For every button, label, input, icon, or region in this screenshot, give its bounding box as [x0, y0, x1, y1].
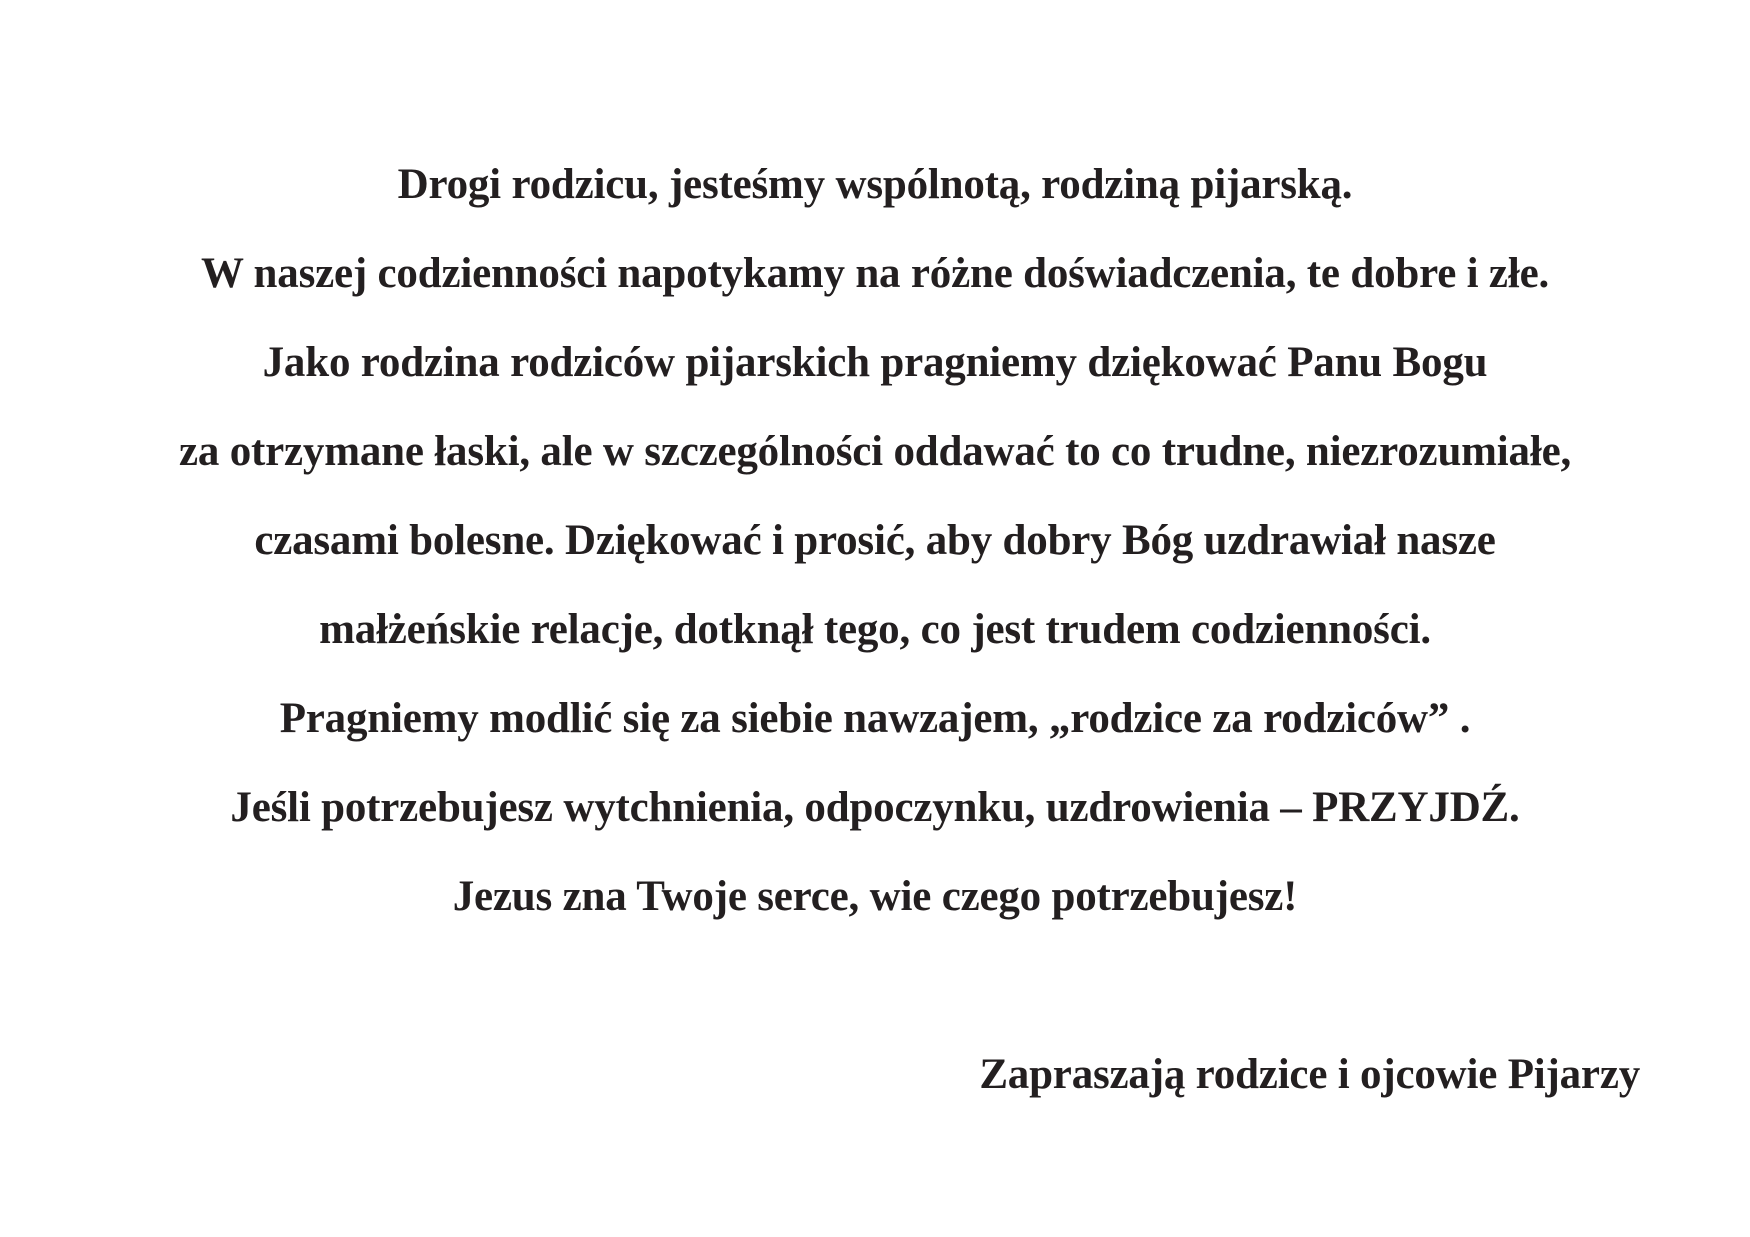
letter-line: Jeśli potrzebujesz wytchnienia, odpoczynku, uzdrowienia – PRZYJDŹ.	[230, 784, 1520, 831]
letter-line: małżeńskie relacje, dotknął tego, co jest trudem codzienności.	[319, 606, 1431, 653]
letter-line: za otrzymane łaski, ale w szczególności oddawać to co trudne, niezrozumiałe,	[178, 428, 1572, 475]
letter-line: Jako rodzina rodziców pijarskich pragniemy dziękować Panu Bogu	[262, 339, 1488, 386]
letter-line-closing: Jezus zna Twoje serce, wie czego potrzebujesz!	[452, 873, 1298, 920]
letter-body	[40, 140, 1710, 941]
letter-line: czasami bolesne. Dziękować i prosić, aby dobry Bóg uzdrawiał nasze	[254, 517, 1496, 564]
letter-line-greeting: Drogi rodzicu, jesteśmy wspólnotą, rodziną pijarską.	[397, 161, 1353, 208]
signature: Zapraszają rodzice i ojcowie Pijarzy	[979, 1051, 1640, 1098]
letter-line: Pragniemy modlić się za siebie nawzajem, „rodzice za rodziców” .	[279, 695, 1471, 742]
letter-line: W naszej codzienności napotykamy na różne doświadczenia, te dobre i złe.	[200, 250, 1550, 297]
